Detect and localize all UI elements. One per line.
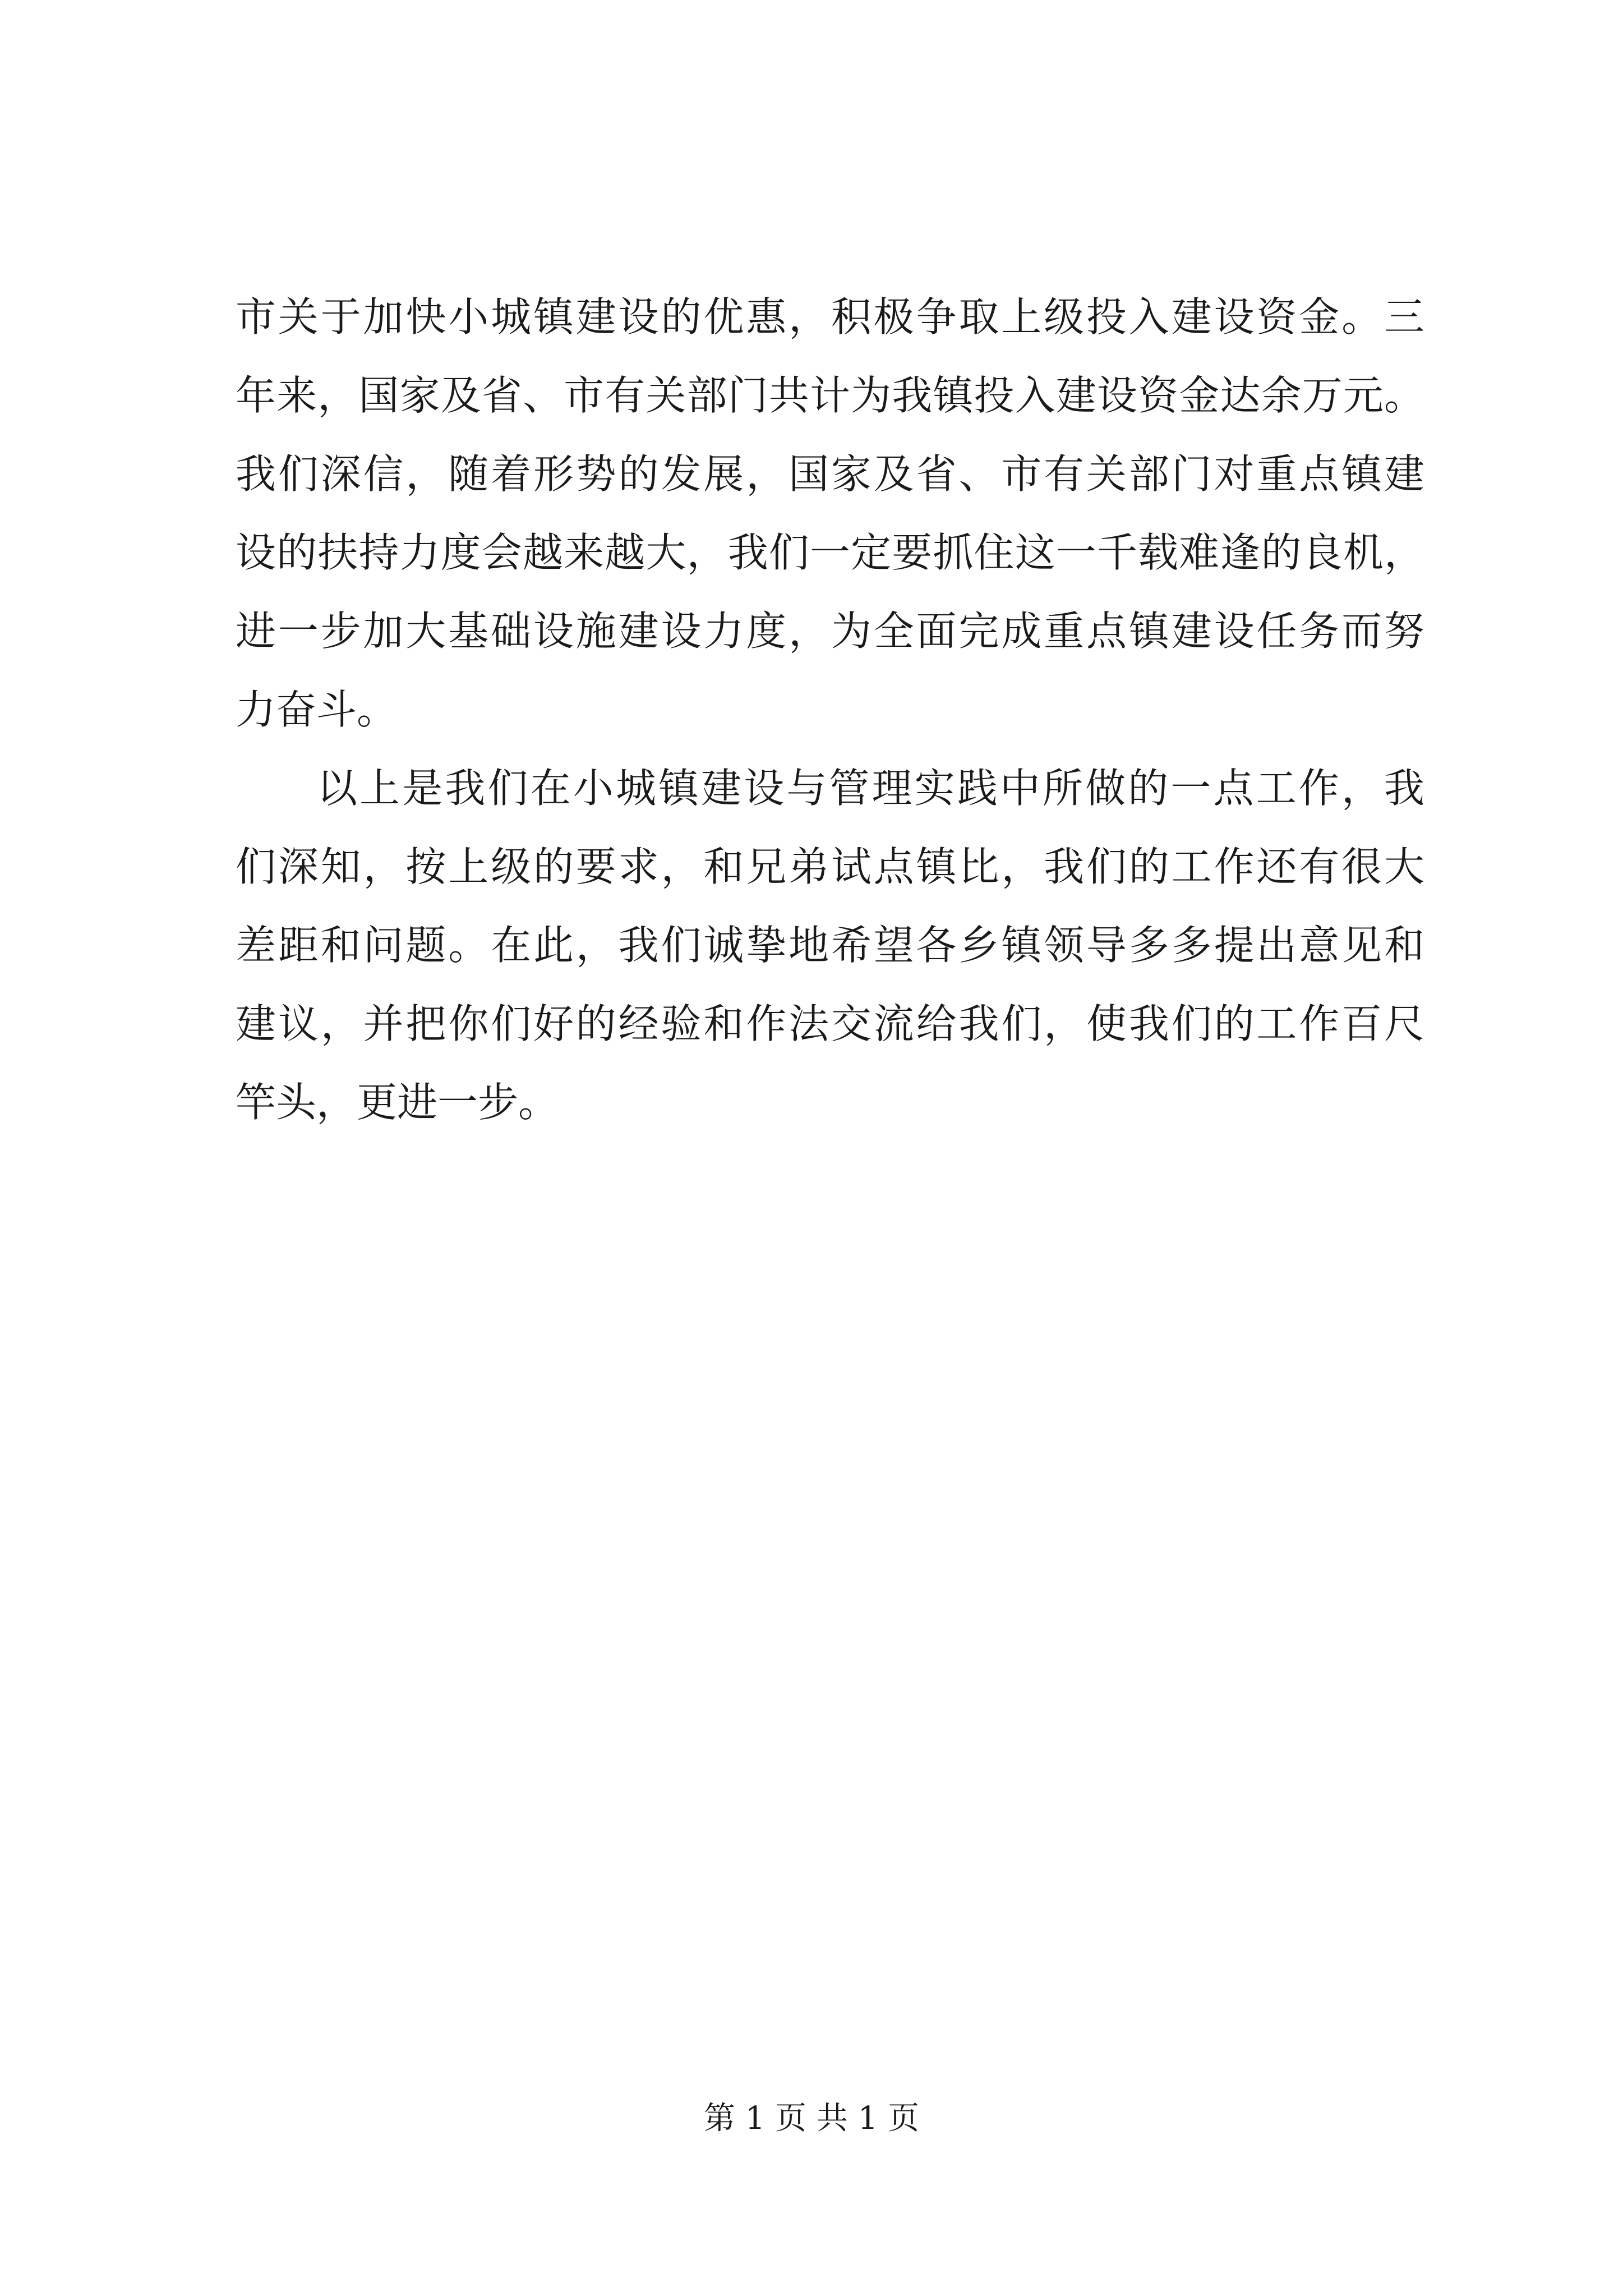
paragraph-1-line-4: 设的扶持力度会越来越大，我们一定要抓住这一千载难逢的良机， [236, 529, 1424, 576]
page-number-footer: 第 1 页 共 1 页 [703, 2100, 920, 2137]
paragraph-1-line-2: 年来，国家及省、市有关部门共计为我镇投入建设资金达余万元。 [236, 372, 1424, 419]
paragraph-1-line-3: 我们深信，随着形势的发展，国家及省、市有关部门对重点镇建 [236, 450, 1424, 498]
paragraph-2-line-3: 差距和问题。在此，我们诚挚地希望各乡镇领导多多提出意见和 [236, 922, 1424, 969]
paragraph-2-line-1: 以上是我们在小城镇建设与管理实践中所做的一点工作，我 [317, 765, 1424, 812]
paragraph-1-line-1: 市关于加快小城镇建设的优惠，积极争取上级投入建设资金。三 [236, 293, 1424, 341]
paragraph-1-line-6: 力奋斗。 [236, 686, 398, 733]
paragraph-2-line-5: 竿头，更进一步。 [236, 1079, 559, 1126]
paragraph-1-line-5: 进一步加大基础设施建设力度，为全面完成重点镇建设任务而努 [236, 608, 1424, 655]
paragraph-2-line-4: 建议，并把你们好的经验和作法交流给我们，使我们的工作百尺 [236, 1000, 1424, 1047]
paragraph-2-line-2: 们深知，按上级的要求，和兄弟试点镇比，我们的工作还有很大 [236, 843, 1424, 890]
